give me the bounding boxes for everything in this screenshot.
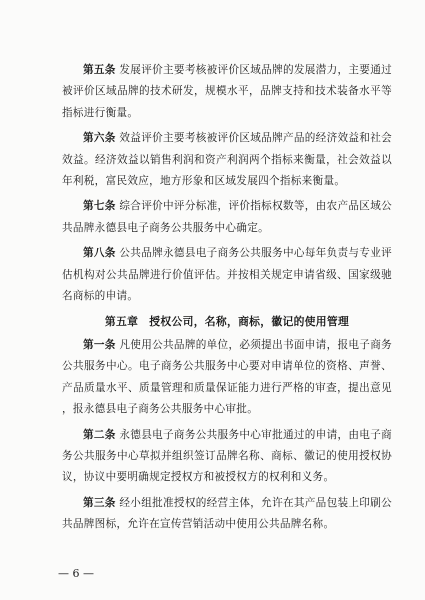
article-6-paragraph <box>62 128 392 192</box>
article-8-lead: 第八条 <box>83 247 116 260</box>
article-7-text: 综合评价中评分标准，评价指标权数等，由农产品区域公共品牌永德县电子商务公共服务中心确定。 <box>62 200 393 234</box>
chapter-article-3-paragraph <box>62 493 392 536</box>
article-8-text: 公共品牌永德县电子商务公共服务中心每年负责与专业评估机构对公共品牌进行价值评估。并按相关规定申请省级、国家级驰名商标的申请。 <box>62 247 393 303</box>
chapter-article-2-text: 永德县电子商务公共服务中心审批通过的申请，由电子商务公共服务中心草拟并组织签订品牌名称、商标、徽记的使用授权协议，协议中要明确规定授权方和被授权方的权利和义务。 <box>62 428 393 484</box>
chapter-title: 第五章 授权公司，名称，商标，徽记的使用管理 <box>104 315 350 329</box>
chapter-article-1-text: 凡使用公共品牌的单位，必须提出书面申请，报电子商务公共服务中心。电子商务公共服务中心要对申请单位的资格、声誉、产品质量水平、质量管理和质量保证能力进行严格的审查，提出意见，报永德县电子商务公共服务中心审批。 <box>62 338 393 416</box>
chapter-article-2-paragraph <box>62 425 392 489</box>
article-5-paragraph <box>62 60 392 124</box>
chapter-article-3-text: 经小组批准授权的经营主体，允许在其产品包装上印刷公共品牌图标，允许在宣传营销活动中使用公共品牌名称。 <box>62 496 393 531</box>
chapter-article-2-lead: 第二条 <box>83 428 116 441</box>
chapter-article-1-paragraph <box>62 335 392 421</box>
article-8-paragraph <box>62 243 392 307</box>
article-6-text: 效益评价主要考核被评价区域品牌产品的经济效益和社会效益。经济效益以销售利润和资产利润两个指标来衡量，社会效益以年利税，富民效应，地方形象和区域发展四个指标来衡量。 <box>62 132 393 188</box>
document-body <box>62 60 392 540</box>
article-5-text: 发展评价主要考核被评价区域品牌的发展潜力，主要通过被评价区域品牌的技术研发，规模水平，品牌支持和技术装备水平等指标进行衡量。 <box>62 64 393 119</box>
article-7-lead: 第七条 <box>83 200 116 213</box>
article-6-lead: 第六条 <box>83 132 116 145</box>
chapter-article-1-lead: 第一条 <box>83 338 116 351</box>
chapter-article-3-lead: 第三条 <box>83 496 116 509</box>
article-7-paragraph <box>62 196 392 239</box>
page-number: — 6 — <box>58 567 94 580</box>
article-5-lead: 第五条 <box>83 64 116 76</box>
